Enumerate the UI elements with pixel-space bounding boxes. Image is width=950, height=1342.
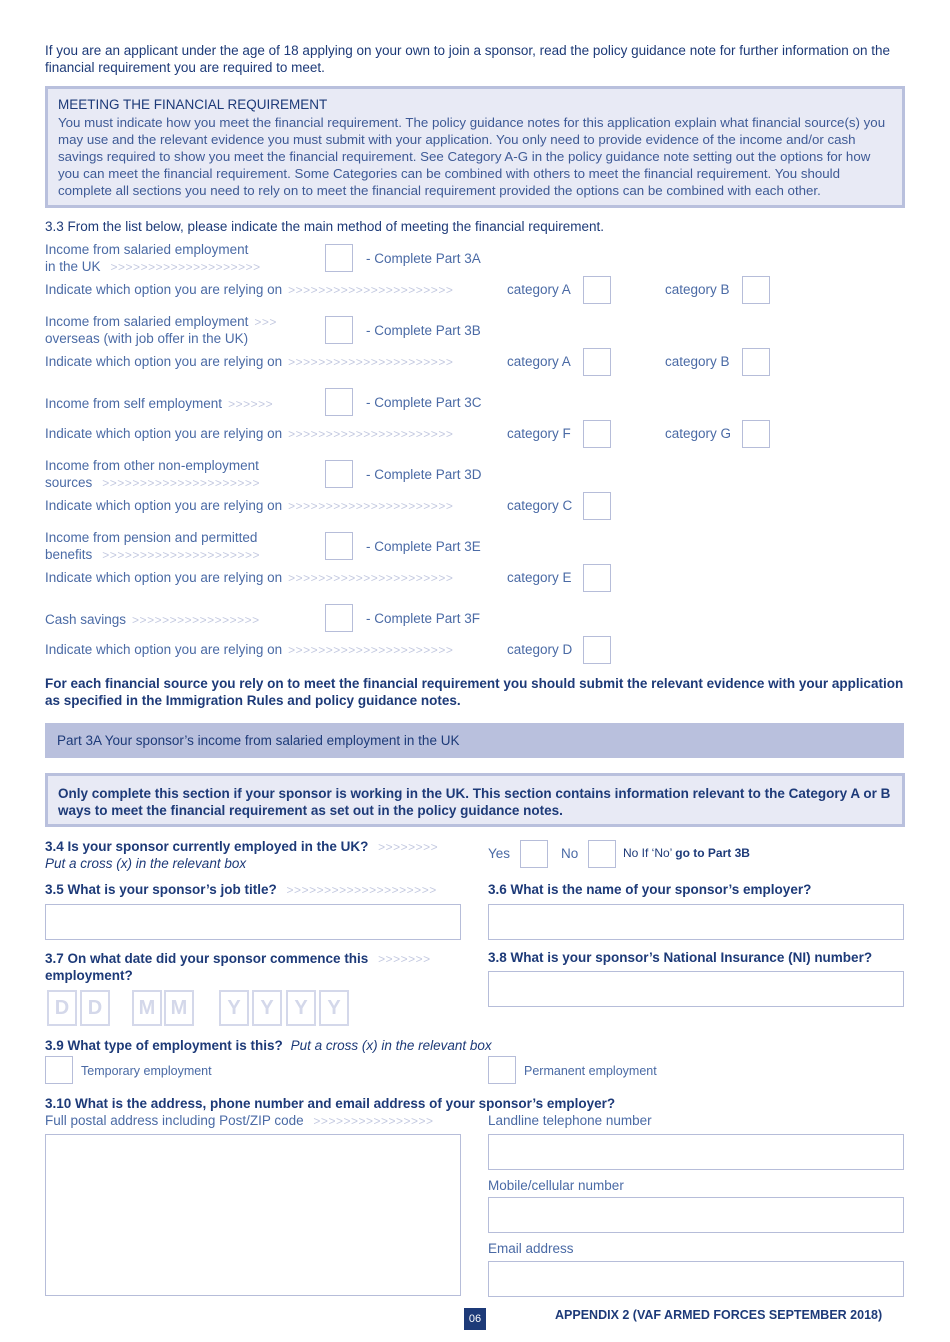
indicate-option-label xyxy=(45,354,453,369)
source-label-text: Income from self employment xyxy=(45,396,223,411)
source-checkbox[interactable] xyxy=(325,460,353,488)
q39-label-text: 3.9 What type of employment is this? xyxy=(45,1038,283,1053)
indicate-option-text: Indicate which option you are relying on xyxy=(45,354,283,369)
job-title-input[interactable] xyxy=(45,904,461,940)
q34-arrows: >>>>>>>> xyxy=(378,840,439,854)
indicate-arrows: >>>>>>>>>>>>>>>>>>>>>> xyxy=(288,571,454,585)
intro-text: If you are an applicant under the age of 18 applying on your own to join a sponsor, read the policy guidance note for further information on the financial requirement you are required to meet. xyxy=(45,43,891,75)
source-arrows: >>>>>>>>>>>>>>>>>>>> xyxy=(110,260,261,274)
source-label-text: Income from salaried employment xyxy=(45,314,249,329)
category-checkbox[interactable] xyxy=(583,420,611,448)
q37-label xyxy=(45,951,431,966)
date-digit-cell[interactable]: M xyxy=(132,990,162,1026)
part3a-header xyxy=(45,723,904,758)
source-label-text-2: overseas (with job offer in the UK) xyxy=(45,331,249,346)
category-checkbox[interactable] xyxy=(583,564,611,592)
source-label-text: Income from other non-employment xyxy=(45,458,259,473)
indicate-arrows: >>>>>>>>>>>>>>>>>>>>>> xyxy=(288,355,454,369)
source-checkbox[interactable] xyxy=(325,388,353,416)
category-label: category E xyxy=(507,570,572,585)
source-arrows: >>>>>> xyxy=(228,397,274,411)
email-input[interactable] xyxy=(488,1261,904,1297)
temporary-employment-checkbox[interactable] xyxy=(45,1056,73,1084)
indicate-option-text: Indicate which option you are relying on xyxy=(45,570,283,585)
source-label-line1 xyxy=(45,530,257,545)
part3a-info-text: Only complete this section if your sponsor is working in the UK. This section contains information relevant to the Category A or B ways to meet the financial requirement as set out in the policy guidance notes. xyxy=(58,786,891,818)
source-checkbox[interactable] xyxy=(325,532,353,560)
evidence-note: For each financial source you rely on to meet the financial requirement you should submit the relevant evidence with your application as specified in the Immigration Rules and policy guidance notes. xyxy=(45,676,904,708)
category-checkbox[interactable] xyxy=(742,420,770,448)
financial-requirement-info-box xyxy=(45,86,905,208)
source-label-line2 xyxy=(45,475,260,490)
source-label-text: Income from salaried employment xyxy=(45,242,249,257)
source-arrows: >>> xyxy=(254,315,277,329)
source-arrows: >>>>>>>>>>>>>>>>>>>>> xyxy=(102,548,260,562)
date-digit-cell[interactable]: Y xyxy=(319,990,349,1026)
q35-arrows: >>>>>>>>>>>>>>>>>>>> xyxy=(286,883,437,897)
date-digit-cell[interactable]: D xyxy=(80,990,110,1026)
complete-part-label: - Complete Part 3B xyxy=(366,323,481,338)
category-checkbox[interactable] xyxy=(583,348,611,376)
indicate-option-label xyxy=(45,282,453,297)
category-label: category C xyxy=(507,498,573,513)
ni-number-input[interactable] xyxy=(488,971,904,1007)
source-arrows: >>>>>>>>>>>>>>>>>>>>> xyxy=(102,476,260,490)
temporary-employment-label: Temporary employment xyxy=(81,1064,212,1078)
source-arrows: >>>>>>>>>>>>>>>>> xyxy=(132,613,260,627)
source-label-line1 xyxy=(45,314,277,329)
category-label: category D xyxy=(507,642,573,657)
date-digit-cell[interactable]: M xyxy=(164,990,194,1026)
category-label: category A xyxy=(507,282,571,297)
q36-label: 3.6 What is the name of your sponsor’s employer? xyxy=(488,882,812,897)
indicate-option-text: Indicate which option you are relying on xyxy=(45,498,283,513)
q38-label: 3.8 What is your sponsor’s National Insurance (NI) number? xyxy=(488,950,873,965)
appendix-footer: APPENDIX 2 (VAF ARMED FORCES SEPTEMBER 2018) xyxy=(555,1308,883,1322)
category-label: category A xyxy=(507,354,571,369)
q34-no-note xyxy=(623,846,750,860)
q34-hint: Put a cross (x) in the relevant box xyxy=(45,856,247,871)
complete-part-label: - Complete Part 3C xyxy=(366,395,482,410)
q37-label-line2: employment? xyxy=(45,968,133,983)
indicate-option-text: Indicate which option you are relying on xyxy=(45,426,283,441)
landline-input[interactable] xyxy=(488,1134,904,1170)
employer-name-input[interactable] xyxy=(488,904,904,940)
permanent-employment-checkbox[interactable] xyxy=(488,1056,516,1084)
employer-address-input[interactable] xyxy=(45,1134,461,1296)
category-label: category F xyxy=(507,426,571,441)
source-label-line2 xyxy=(45,259,261,274)
category-checkbox[interactable] xyxy=(583,276,611,304)
indicate-arrows: >>>>>>>>>>>>>>>>>>>>>> xyxy=(288,499,454,513)
complete-part-label: - Complete Part 3E xyxy=(366,539,481,554)
date-digit-cell[interactable]: Y xyxy=(219,990,249,1026)
permanent-employment-label: Permanent employment xyxy=(524,1064,657,1078)
indicate-arrows: >>>>>>>>>>>>>>>>>>>>>> xyxy=(288,643,454,657)
q34-yes-checkbox[interactable] xyxy=(520,840,548,868)
source-label-line2 xyxy=(45,331,248,346)
q310-address-label xyxy=(45,1113,434,1128)
address-label-text: Full postal address including Post/ZIP code xyxy=(45,1113,304,1128)
mobile-input[interactable] xyxy=(488,1197,904,1233)
indicate-option-text: Indicate which option you are relying on xyxy=(45,282,283,297)
source-label-text-2: benefits xyxy=(45,547,93,562)
indicate-option-label xyxy=(45,642,453,657)
part3a-header-text: Part 3A Your sponsor’s income from salaried employment in the UK xyxy=(57,733,460,748)
q37-arrows: >>>>>>> xyxy=(378,952,431,966)
complete-part-label: - Complete Part 3A xyxy=(366,251,481,266)
q37-label-line1: 3.7 On what date did your sponsor commence this xyxy=(45,951,369,966)
indicate-arrows: >>>>>>>>>>>>>>>>>>>>>> xyxy=(288,283,454,297)
date-digit-cell[interactable]: D xyxy=(47,990,77,1026)
q34-label-text: 3.4 Is your sponsor currently employed in the UK? xyxy=(45,839,369,854)
category-label: category B xyxy=(665,282,730,297)
date-digit-cell[interactable]: Y xyxy=(252,990,282,1026)
source-checkbox[interactable] xyxy=(325,244,353,272)
q34-no-note-bold: go to Part 3B xyxy=(675,846,750,860)
indicate-option-label xyxy=(45,570,453,585)
category-checkbox[interactable] xyxy=(583,636,611,664)
source-label-text: Cash savings xyxy=(45,612,127,627)
category-checkbox[interactable] xyxy=(742,276,770,304)
q34-no-note-pre: No If ‘No’ xyxy=(623,846,676,860)
part3a-info-box xyxy=(45,773,905,827)
source-checkbox[interactable] xyxy=(325,316,353,344)
q39-hint: Put a cross (x) in the relevant box xyxy=(290,1038,492,1053)
source-checkbox[interactable] xyxy=(325,604,353,632)
indicate-option-label xyxy=(45,498,453,513)
q34-no-checkbox[interactable] xyxy=(588,840,616,868)
source-label-line1 xyxy=(45,242,248,257)
mobile-label: Mobile/cellular number xyxy=(488,1178,624,1193)
category-checkbox[interactable] xyxy=(742,348,770,376)
indicate-option-label xyxy=(45,426,453,441)
q310-label: 3.10 What is the address, phone number and email address of your sponsor’s employer? xyxy=(45,1096,616,1111)
date-digit-cell[interactable]: Y xyxy=(286,990,316,1026)
q34-label xyxy=(45,839,438,854)
indicate-arrows: >>>>>>>>>>>>>>>>>>>>>> xyxy=(288,427,454,441)
financial-requirement-title: MEETING THE FINANCIAL REQUIREMENT xyxy=(58,97,328,112)
q34-no-label: No xyxy=(561,846,579,861)
q39-label xyxy=(45,1038,492,1053)
q310-arrows: >>>>>>>>>>>>>>>> xyxy=(313,1114,434,1128)
indicate-option-text: Indicate which option you are relying on xyxy=(45,642,283,657)
landline-label: Landline telephone number xyxy=(488,1113,652,1128)
category-checkbox[interactable] xyxy=(583,492,611,520)
q34-yes-label: Yes xyxy=(488,846,511,861)
source-label-text-2: in the UK xyxy=(45,259,101,274)
q35-label-text: 3.5 What is your sponsor’s job title? xyxy=(45,882,277,897)
source-label-text: Income from pension and permitted xyxy=(45,530,258,545)
page-number: 06 xyxy=(464,1308,486,1330)
category-label: category B xyxy=(665,354,730,369)
q35-label xyxy=(45,882,437,897)
source-label-line1 xyxy=(45,458,259,473)
category-label: category G xyxy=(665,426,732,441)
email-label: Email address xyxy=(488,1241,574,1256)
source-label-line1 xyxy=(45,396,273,411)
source-label-line2 xyxy=(45,547,260,562)
source-label-line1 xyxy=(45,612,260,627)
financial-requirement-body: You must indicate how you meet the financial requirement. The policy guidance notes for this application explain what financial source(s) you may use and the relevant evidence you must submit with your application. You only need to provide evidence of the income and/or cash savings required to show you meet the financial requirement. See Category A-G in the policy guidance note setting out the options for how you can meet the financial requirement. Some Categories can be combined with others to meet the financial requirement. You should complete all sections you need to rely on to meet the financial requirement provided the options can be combined with each other. xyxy=(58,115,886,198)
complete-part-label: - Complete Part 3D xyxy=(366,467,482,482)
q33-label: 3.3 From the list below, please indicate the main method of meeting the financial requirement. xyxy=(45,219,605,234)
complete-part-label: - Complete Part 3F xyxy=(366,611,481,626)
source-label-text-2: sources xyxy=(45,475,93,490)
